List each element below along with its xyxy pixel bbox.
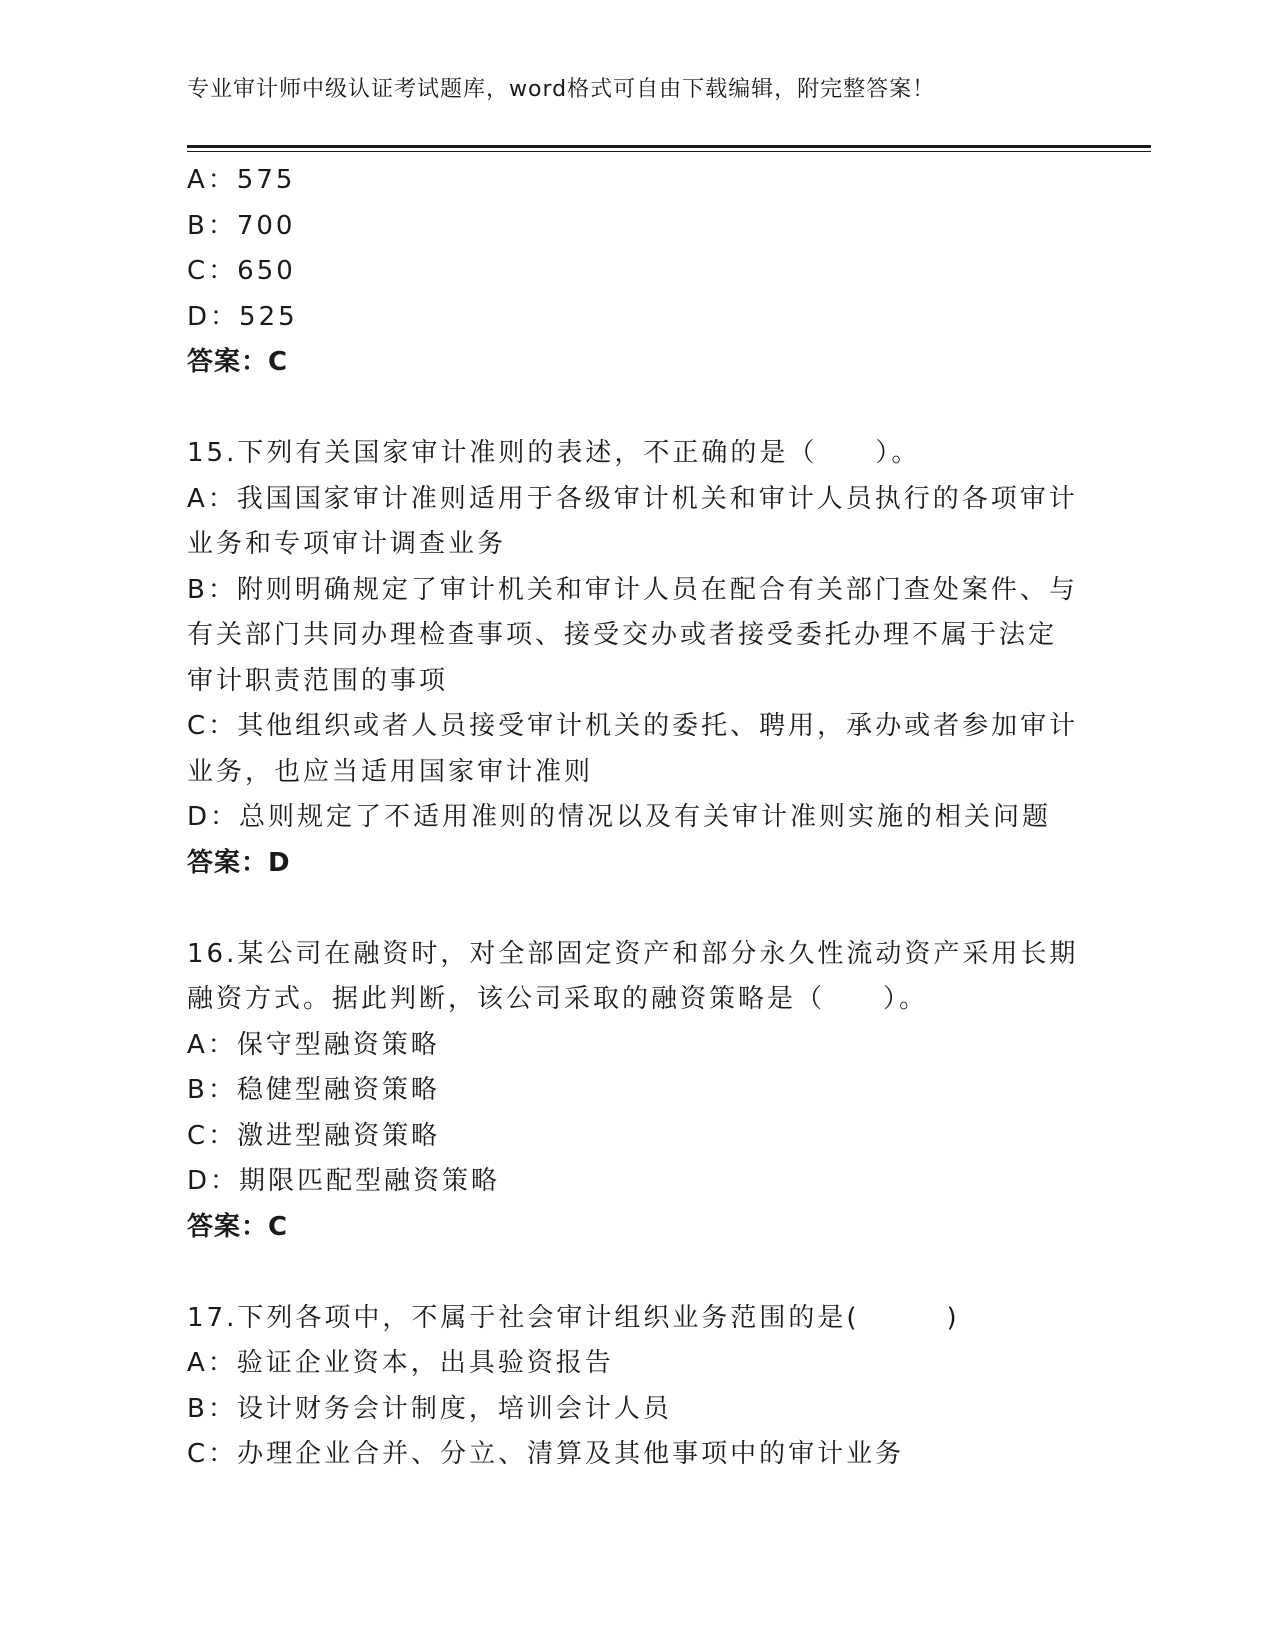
spacer xyxy=(187,886,1087,932)
option-c: C：其他组织或者人员接受审计机关的委托、聘用，承办或者参加审计 xyxy=(187,711,1079,741)
option-c: C：办理企业合并、分立、清算及其他事项中的审计业务 xyxy=(187,1439,905,1469)
option-a: A：575 xyxy=(187,165,296,195)
question-16-stem-cont: 融资方式。据此判断，该公司采取的融资策略是（ ）。 xyxy=(187,984,929,1014)
spacer xyxy=(187,1250,1087,1296)
option-c: C：激进型融资策略 xyxy=(187,1120,441,1151)
header-rule xyxy=(187,145,1151,152)
question-content xyxy=(187,158,1087,1478)
option-b: B：稳健型融资策略 xyxy=(187,1075,440,1105)
option-b-cont: 有关部门共同办理检查事项、接受交办或者接受委托办理不属于法定 xyxy=(187,620,1058,650)
question-16-stem: 16.某公司在融资时，对全部固定资产和部分永久性流动资产采用长期 xyxy=(187,938,1079,969)
question-14-options xyxy=(187,158,1087,340)
option-a: A：保守型融资策略 xyxy=(187,1029,440,1060)
question-16 xyxy=(187,932,1087,1205)
option-c-cont: 业务，也应当适用国家审计准则 xyxy=(187,756,594,787)
option-d: D：525 xyxy=(187,301,298,332)
question-17-stem: 17.下列各项中，不属于社会审计组织业务范围的是( ) xyxy=(187,1302,960,1333)
answer-16: 答案：C xyxy=(187,1211,289,1242)
page-header: 专业审计师中级认证考试题库，word格式可自由下载编辑，附完整答案！ xyxy=(187,77,936,102)
option-a: A：我国国家审计准则适用于各级审计机关和审计人员执行的各项审计 xyxy=(187,483,1078,514)
option-d: D：总则规定了不适用准则的情况以及有关审计准则实施的相关问题 xyxy=(187,802,1052,832)
option-c: C：650 xyxy=(187,256,296,286)
option-a-cont: 业务和专项审计调查业务 xyxy=(187,529,507,559)
option-d: D：期限匹配型融资策略 xyxy=(187,1166,501,1196)
option-a: A：验证企业资本，出具验资报告 xyxy=(187,1348,614,1378)
option-b: B：设计财务会计制度，培训会计人员 xyxy=(187,1393,672,1424)
question-15-stem: 15.下列有关国家审计准则的表述，不正确的是（ ）。 xyxy=(187,438,921,468)
option-b-cont-2: 审计职责范围的事项 xyxy=(187,665,449,696)
option-b: B：700 xyxy=(187,210,296,241)
spacer xyxy=(187,386,1087,432)
question-17 xyxy=(187,1296,1087,1478)
answer-14: 答案：C xyxy=(187,347,289,377)
answer-15: 答案：D xyxy=(187,847,291,878)
question-15 xyxy=(187,431,1087,841)
option-b: B：附则明确规定了审计机关和审计人员在配合有关部门查处案件、与 xyxy=(187,574,1078,605)
